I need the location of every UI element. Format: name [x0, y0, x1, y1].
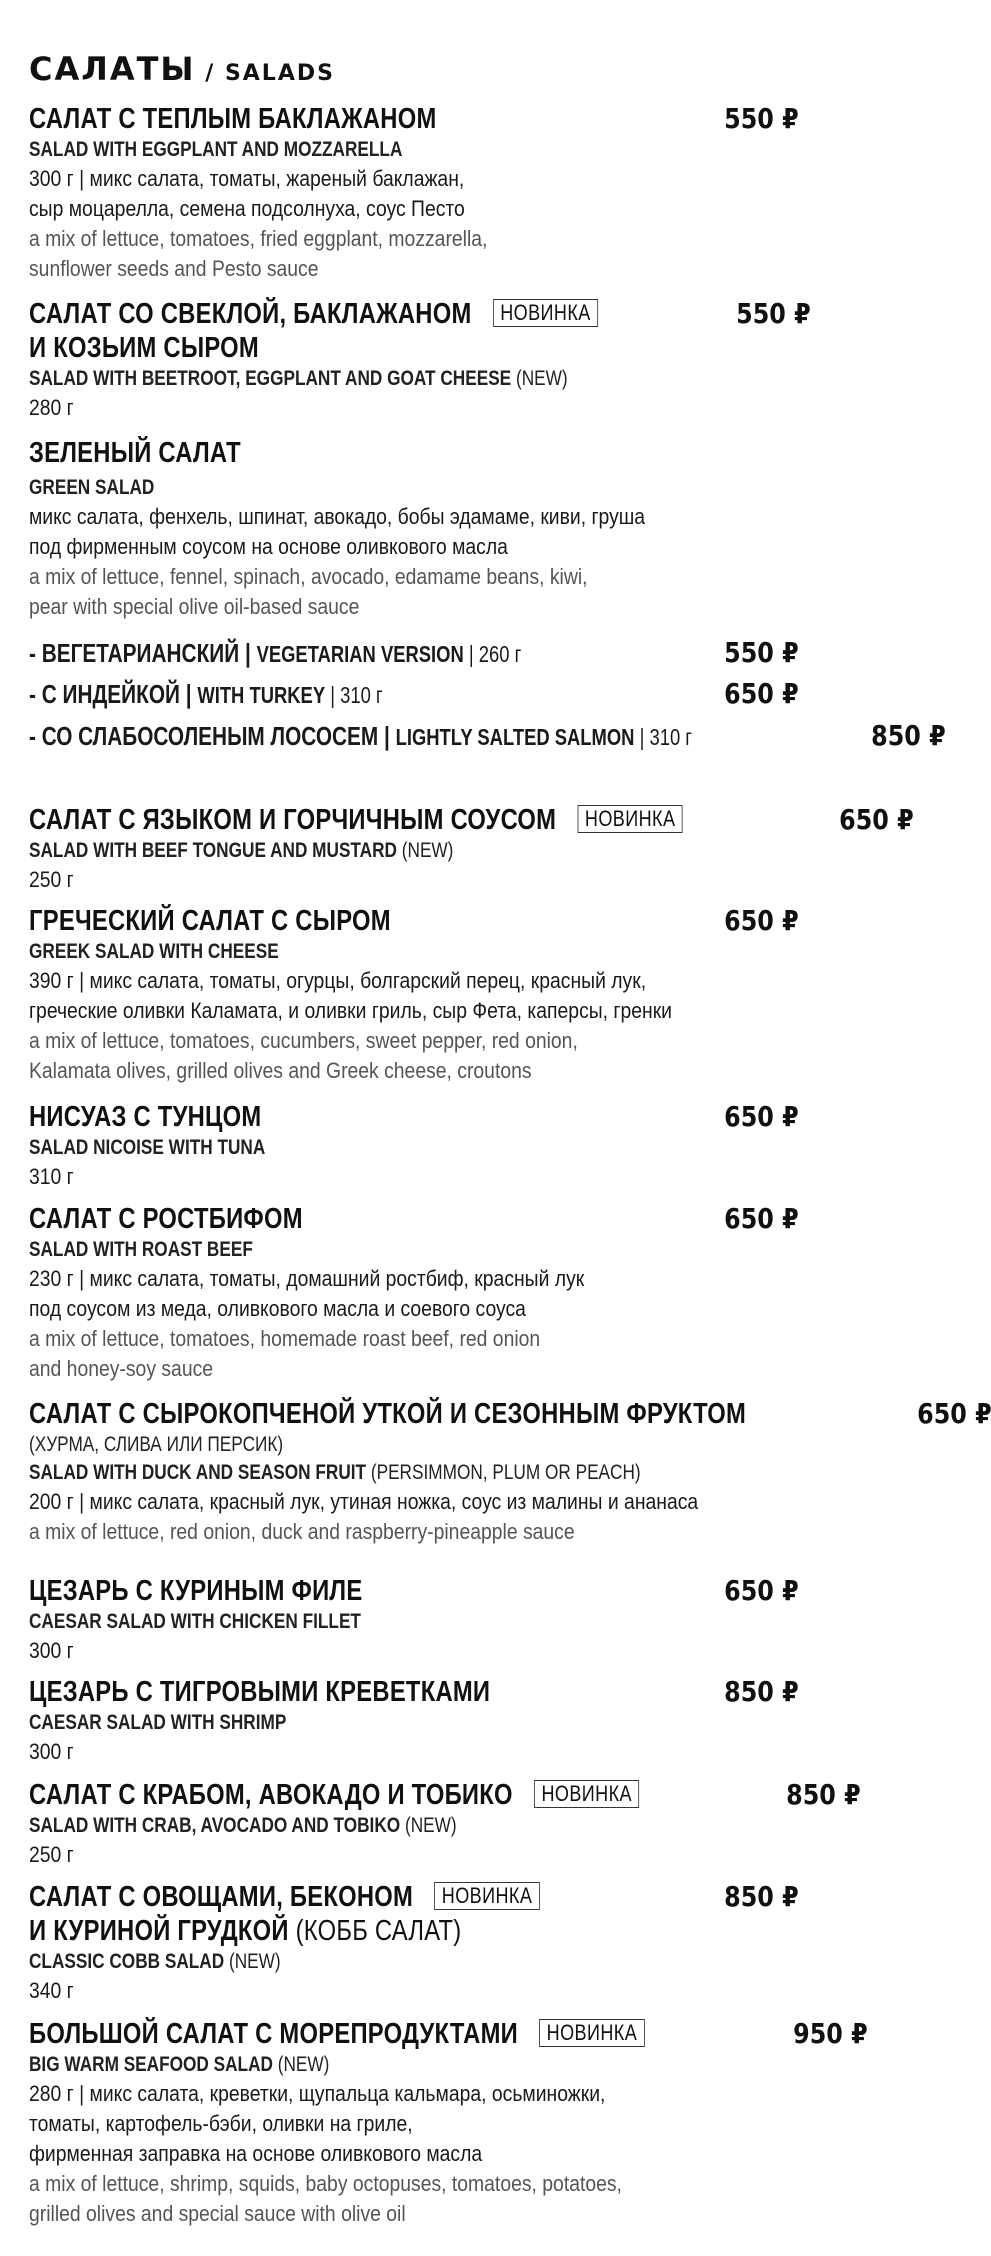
menu-item-nicoise [29, 1100, 799, 1192]
item-desc-ru: микс салата, фенхель, шпинат, авокадо, бобы эдамаме, киви, груша [29, 504, 646, 529]
menu-item-roast-beef [29, 1202, 799, 1384]
menu-item-caesar-shrimp [29, 1675, 799, 1767]
item-desc-en: sunflower seeds and Pesto sauce [29, 256, 319, 281]
menu-item-eggplant-salad [29, 102, 799, 284]
menu-item-green-salad [29, 436, 799, 622]
menu-item-cobb-salad [29, 1880, 799, 2006]
item-desc-ru: 300 г | микс салата, томаты, жареный баклажан, [29, 166, 465, 191]
menu-item-tongue-salad [29, 803, 915, 895]
item-name-ru: САЛАТ С РОСТБИФОМ [29, 1203, 303, 1235]
item-name-ru: БОЛЬШОЙ САЛАТ С МОРЕПРОДУКТАМИ НОВИНКА [29, 2017, 645, 2051]
green-variant-vegetarian: - ВЕГЕТАРИАНСКИЙ | VEGETARIAN VERSION | 260 г 550 ₽ [29, 636, 799, 669]
section-title [29, 50, 335, 88]
menu-item-beetroot-salad [29, 297, 811, 423]
item-name-en: SALAD WITH CRAB, AVOCADO AND TOBIKO (NEW) [29, 1814, 457, 1837]
new-badge: НОВИНКА [534, 1780, 639, 1808]
item-weight: 300 г [29, 1739, 74, 1764]
item-desc-en: grilled olives and special sauce with olive oil [29, 2201, 406, 2226]
item-name-ru-line2: И КОЗЬИМ СЫРОМ [29, 332, 259, 364]
new-badge: НОВИНКА [539, 2019, 644, 2047]
item-price: 650 ₽ [724, 1202, 799, 1235]
item-name-en: CAESAR SALAD WITH CHICKEN FILLET [29, 1610, 361, 1633]
new-badge: НОВИНКА [578, 805, 683, 833]
item-weight: 310 г [29, 1164, 74, 1189]
item-desc-en: a mix of lettuce, tomatoes, cucumbers, sweet pepper, red onion, [29, 1028, 578, 1053]
item-weight: 300 г [29, 1638, 74, 1663]
item-desc-ru: 230 г | микс салата, томаты, домашний ростбиф, красный лук [29, 1266, 585, 1291]
item-name-ru: ЦЕЗАРЬ С ТИГРОВЫМИ КРЕВЕТКАМИ [29, 1676, 491, 1708]
item-desc-en: and honey-soy sauce [29, 1356, 214, 1381]
item-desc-ru: под соусом из меда, оливкового масла и соевого соуса [29, 1296, 526, 1321]
item-weight: 280 г [29, 395, 74, 420]
item-name-en: CLASSIC COBB SALAD (NEW) [29, 1950, 281, 1973]
item-desc-en: a mix of lettuce, tomatoes, fried eggplant, mozzarella, [29, 226, 488, 251]
section-title-en: SALADS [224, 61, 335, 86]
item-name-ru-sub: (ХУРМА, СЛИВА ИЛИ ПЕРСИК) [29, 1433, 284, 1456]
item-name-ru: ЗЕЛЕНЫЙ САЛАТ [29, 437, 241, 469]
item-name-ru: ЦЕЗАРЬ С КУРИНЫМ ФИЛЕ [29, 1575, 363, 1607]
item-name-ru: САЛАТ С ЯЗЫКОМ И ГОРЧИЧНЫМ СОУСОМ НОВИНКА [29, 803, 683, 837]
item-desc-en: a mix of lettuce, shrimp, squids, baby octopuses, tomatoes, potatoes, [29, 2171, 622, 2196]
item-name-en: GREEK SALAD WITH CHEESE [29, 940, 279, 963]
item-desc-ru: 390 г | микс салата, томаты, огурцы, болгарский перец, красный лук, [29, 968, 647, 993]
new-badge: НОВИНКА [493, 299, 598, 327]
item-weight: 250 г [29, 1842, 74, 1867]
item-weight: 250 г [29, 867, 74, 892]
menu-item-crab-salad [29, 1778, 862, 1870]
variant-price: 650 ₽ [724, 677, 799, 710]
item-weight: 340 г [29, 1978, 74, 2003]
item-desc-en: Kalamata olives, grilled olives and Greek cheese, croutons [29, 1058, 532, 1083]
item-desc-ru: 280 г | микс салата, креветки, щупальца кальмара, осьминожки, [29, 2081, 606, 2106]
variant-price: 550 ₽ [724, 636, 799, 669]
item-desc-ru: 200 г | микс салата, красный лук, утиная ножка, соус из малины и ананаса [29, 1489, 699, 1514]
item-name-en: GREEN SALAD [29, 476, 155, 499]
item-name-ru: НИСУАЗ С ТУНЦОМ [29, 1101, 262, 1133]
menu-item-greek-salad [29, 904, 799, 1086]
item-price: 950 ₽ [792, 2017, 868, 2050]
item-desc-en: a mix of lettuce, fennel, spinach, avocado, edamame beans, kiwi, [29, 564, 588, 589]
item-price: 650 ₽ [839, 803, 915, 836]
item-price: 650 ₽ [724, 904, 799, 937]
green-variant-salmon: - СО СЛАБОСОЛЕНЫМ ЛОСОСЕМ | LIGHTLY SALTED SALMON | 310 г 850 ₽ [29, 719, 946, 752]
item-name-ru: САЛАТ С ТЕПЛЫМ БАКЛАЖАНОМ [29, 103, 437, 135]
menu-item-duck-salad [29, 1397, 991, 1547]
item-name-ru-line2: И КУРИНОЙ ГРУДКОЙ (КОББ САЛАТ) [29, 1915, 462, 1947]
item-price: 850 ₽ [724, 1675, 799, 1708]
item-name-ru: САЛАТ С ОВОЩАМИ, БЕКОНОМ НОВИНКА [29, 1880, 540, 1914]
item-name-ru: ГРЕЧЕСКИЙ САЛАТ С СЫРОМ [29, 905, 391, 937]
variant-price: 850 ₽ [870, 719, 946, 752]
item-name-en: SALAD WITH ROAST BEEF [29, 1238, 253, 1261]
item-desc-en: pear with special olive oil-based sauce [29, 594, 360, 619]
item-desc-ru: греческие оливки Каламата, и оливки гриль, сыр Фета, каперсы, гренки [29, 998, 673, 1023]
item-desc-ru: под фирменным соусом на основе оливкового масла [29, 534, 508, 559]
item-desc-ru: сыр моцарелла, семена подсолнуха, соус Песто [29, 196, 465, 221]
item-desc-ru: фирменная заправка на основе оливкового масла [29, 2141, 483, 2166]
item-price: 650 ₽ [724, 1100, 799, 1133]
item-name-en: CAESAR SALAD WITH SHRIMP [29, 1711, 287, 1734]
item-price: 850 ₽ [786, 1778, 862, 1811]
item-price: 650 ₽ [724, 1574, 799, 1607]
item-name-ru: САЛАТ СО СВЕКЛОЙ, БАКЛАЖАНОМ НОВИНКА [29, 297, 598, 331]
green-variant-turkey: - С ИНДЕЙКОЙ | WITH TURKEY | 310 г 650 ₽ [29, 677, 799, 710]
item-price: 850 ₽ [724, 1880, 799, 1913]
item-name-ru: САЛАТ С СЫРОКОПЧЕНОЙ УТКОЙ И СЕЗОННЫМ ФРУКТОМ [29, 1398, 747, 1430]
item-desc-en: a mix of lettuce, red onion, duck and raspberry-pineapple sauce [29, 1519, 575, 1544]
item-price: 550 ₽ [736, 297, 811, 330]
menu-item-caesar-chicken [29, 1574, 799, 1666]
item-price: 650 ₽ [916, 1397, 991, 1430]
item-name-en: SALAD WITH EGGPLANT AND MOZZARELLA [29, 138, 403, 161]
item-desc-ru: томаты, картофель-бэби, оливки на гриле, [29, 2111, 413, 2136]
item-name-ru: САЛАТ С КРАБОМ, АВОКАДО И ТОБИКО НОВИНКА [29, 1778, 639, 1812]
item-price: 550 ₽ [724, 102, 799, 135]
item-desc-en: a mix of lettuce, tomatoes, homemade roast beef, red onion [29, 1326, 541, 1351]
menu-item-seafood-salad [29, 2017, 868, 2229]
item-name-en: BIG WARM SEAFOOD SALAD (NEW) [29, 2053, 330, 2076]
item-name-en: SALAD WITH BEETROOT, EGGPLANT AND GOAT CHEESE (NEW) [29, 367, 568, 390]
item-name-en: SALAD WITH DUCK AND SEASON FRUIT (PERSIMMON, PLUM OR PEACH) [29, 1461, 641, 1484]
section-title-separator: / [195, 61, 225, 86]
section-title-ru: САЛАТЫ [29, 50, 196, 88]
item-name-en: SALAD NICOISE WITH TUNA [29, 1136, 266, 1159]
item-name-en: SALAD WITH BEEF TONGUE AND MUSTARD (NEW) [29, 839, 454, 862]
new-badge: НОВИНКА [434, 1882, 539, 1910]
